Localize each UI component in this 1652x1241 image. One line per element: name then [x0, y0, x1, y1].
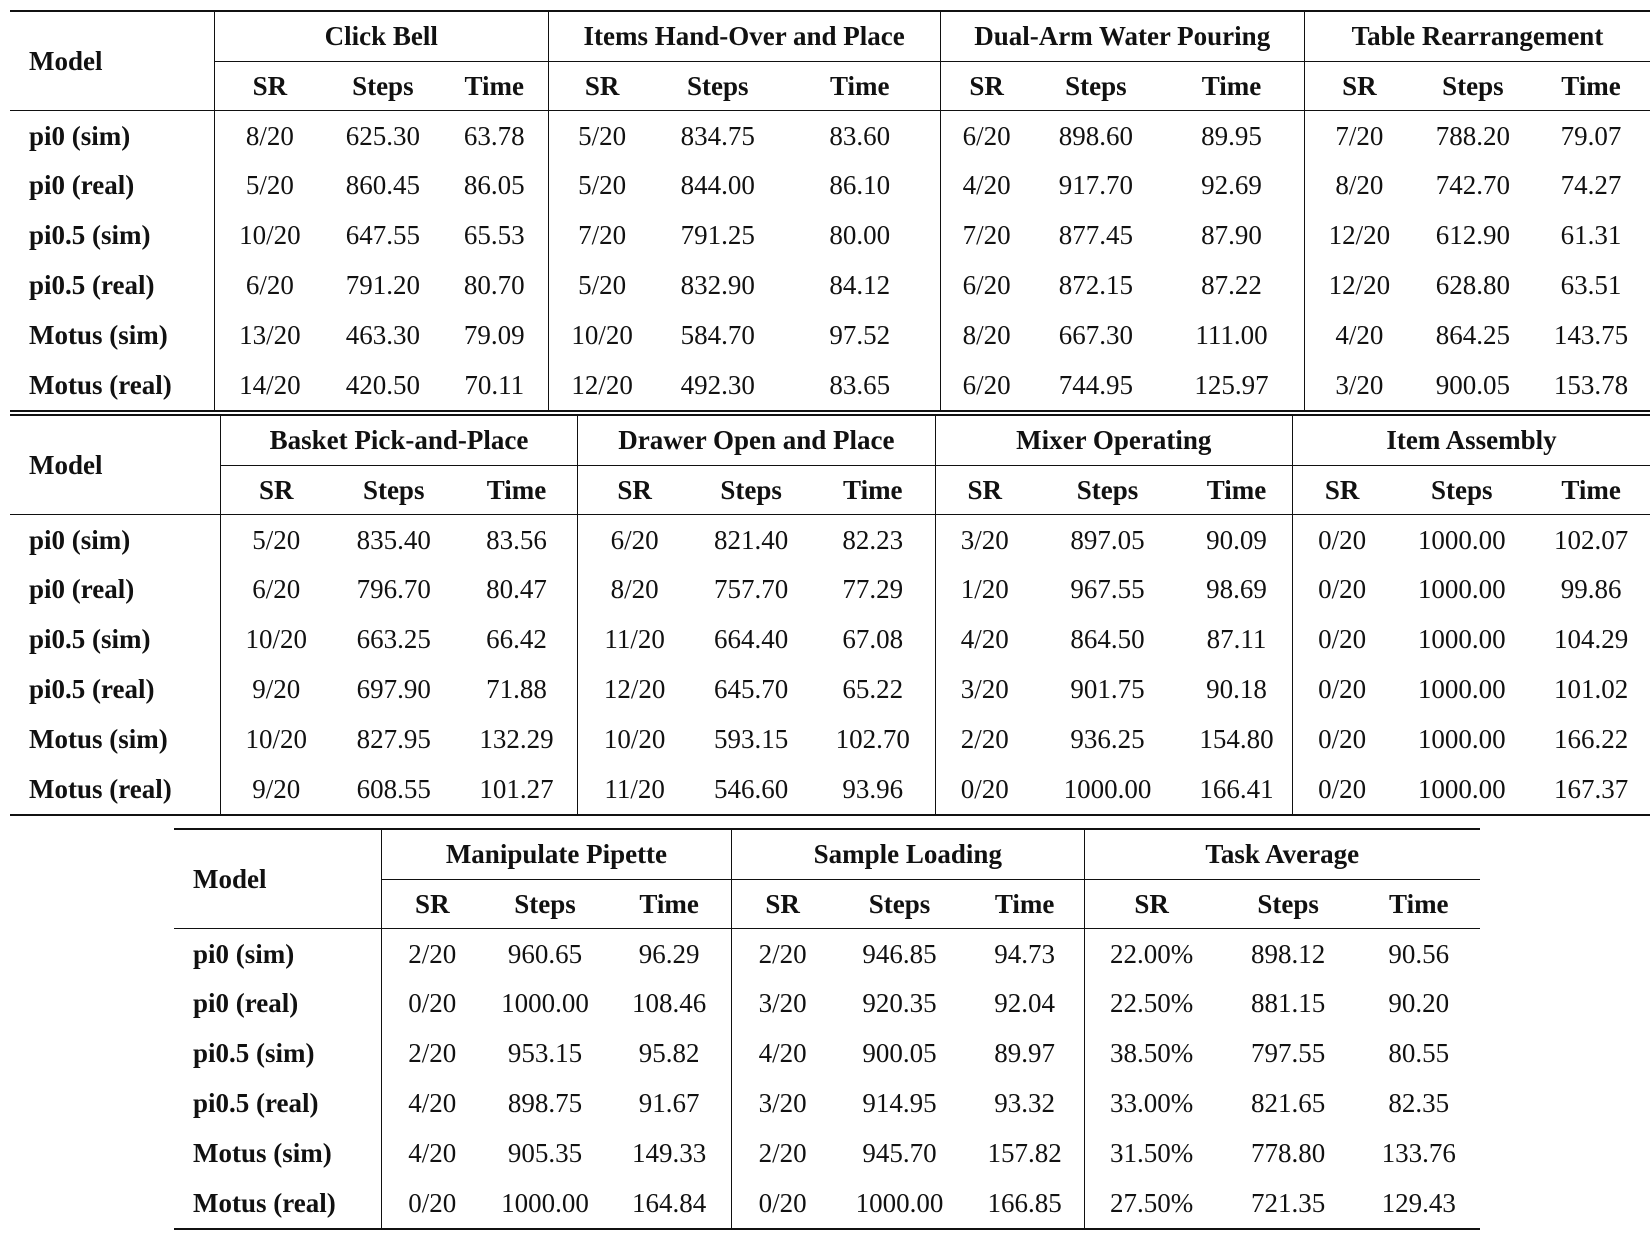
value-cell: 0/20	[1292, 615, 1391, 665]
value-cell: 129.43	[1358, 1179, 1480, 1229]
value-cell: 65.22	[842, 674, 904, 704]
value-cell: 87.11	[1206, 624, 1267, 654]
value-cell: 89.95	[1201, 121, 1262, 152]
value-cell: 98.69	[1206, 574, 1267, 604]
value-cell: 6/20	[940, 361, 1033, 411]
value-cell: 5/20	[548, 261, 655, 311]
value-cell: 9/20	[220, 665, 331, 715]
value-cell: 1000.00	[1417, 624, 1506, 654]
value-cell: 86.10	[829, 170, 891, 200]
metric-header: Time	[843, 474, 903, 505]
value-cell: 1000.00	[483, 1179, 607, 1229]
task-header-drawer-open: Drawer Open and Place	[578, 415, 935, 466]
value-cell: 3/20	[935, 665, 1034, 715]
metric-header: SR	[578, 466, 692, 515]
metric-header: Time	[486, 474, 547, 505]
table-row	[10, 111, 1650, 161]
value-cell: 166.85	[966, 1179, 1084, 1229]
table-row	[10, 311, 1650, 361]
metric-header: Time	[1389, 888, 1449, 919]
value-cell: 66.42	[486, 624, 547, 654]
metric-header: Time	[1561, 474, 1621, 505]
value-cell: 102.07	[1553, 525, 1629, 556]
value-cell: 1000.00	[501, 988, 589, 1018]
value-cell: 1000.00	[1034, 765, 1181, 815]
model-name-cell: pi0 (real)	[29, 170, 135, 200]
value-cell: 967.55	[1070, 574, 1145, 604]
value-cell: 5/20	[214, 161, 325, 211]
value-cell: 10/20	[578, 715, 692, 765]
metric-header: SR	[548, 62, 655, 111]
value-cell: 167.37	[1532, 765, 1650, 815]
value-cell: 788.20	[1435, 121, 1511, 152]
value-cell: 821.65	[1251, 1088, 1326, 1118]
metric-header: SR	[1084, 880, 1219, 929]
value-cell: 832.90	[680, 270, 755, 300]
value-cell: 10/20	[220, 715, 331, 765]
value-cell: 111.00	[1195, 320, 1268, 350]
value-cell: 82.35	[1388, 1088, 1450, 1118]
value-cell: 584.70	[680, 320, 755, 350]
value-cell: 4/20	[381, 1129, 483, 1179]
table-row	[10, 361, 1650, 411]
value-cell: 953.15	[507, 1038, 583, 1068]
model-name-cell: pi0 (sim)	[193, 939, 295, 970]
model-name-cell: Motus (real)	[10, 361, 214, 411]
value-cell: 166.22	[1553, 724, 1629, 754]
value-cell: 61.31	[1560, 220, 1622, 250]
value-cell: 7/20	[940, 211, 1033, 261]
results-table-3	[174, 828, 1480, 1230]
value-cell: 420.50	[325, 361, 441, 411]
value-cell: 80.47	[486, 574, 547, 604]
model-column-header: Model	[193, 863, 267, 894]
value-cell: 5/20	[220, 515, 331, 565]
value-cell: 96.29	[638, 939, 700, 970]
value-cell: 27.50%	[1084, 1179, 1219, 1229]
metric-header: Time	[1206, 474, 1267, 505]
value-cell: 83.60	[829, 121, 891, 152]
model-name-cell: pi0.5 (real)	[29, 674, 155, 704]
value-cell: 960.65	[507, 939, 583, 970]
value-cell: 914.95	[862, 1088, 937, 1118]
value-cell: 593.15	[713, 724, 789, 754]
model-name-cell: pi0 (real)	[193, 988, 299, 1018]
value-cell: 0/20	[1292, 565, 1391, 615]
value-cell: 5/20	[548, 161, 655, 211]
value-cell: 133.76	[1381, 1138, 1456, 1168]
value-cell: 900.05	[862, 1038, 937, 1068]
value-cell: 101.27	[456, 765, 578, 815]
metric-header: Steps	[362, 474, 425, 505]
value-cell: 77.29	[842, 574, 904, 604]
metric-header: Steps	[1065, 70, 1127, 101]
model-name-cell: pi0 (sim)	[29, 525, 131, 556]
value-cell: 0/20	[381, 979, 483, 1029]
metric-header: Time	[464, 70, 524, 101]
task-header-sample-loading: Sample Loading	[732, 829, 1084, 880]
value-cell: 0/20	[381, 1179, 483, 1229]
value-cell: 10/20	[220, 615, 331, 665]
value-cell: 22.00%	[1084, 929, 1219, 979]
value-cell: 645.70	[713, 674, 789, 704]
value-cell: 83.56	[486, 525, 547, 556]
value-cell: 90.09	[1206, 525, 1267, 556]
value-cell: 166.41	[1181, 765, 1292, 815]
table-row	[174, 929, 1480, 979]
metric-header: SR	[381, 880, 483, 929]
table-row	[10, 765, 1650, 815]
value-cell: 898.75	[507, 1088, 583, 1118]
value-cell: 94.73	[994, 939, 1056, 970]
metric-header: Steps	[686, 70, 749, 101]
task-header-task-average: Task Average	[1084, 829, 1480, 880]
value-cell: 797.55	[1251, 1038, 1326, 1068]
value-cell: 860.45	[345, 170, 420, 200]
value-cell: 86.05	[463, 170, 525, 200]
value-cell: 721.35	[1219, 1179, 1358, 1229]
value-cell: 70.11	[441, 361, 548, 411]
value-cell: 1000.00	[1417, 674, 1506, 704]
value-cell: 104.29	[1553, 624, 1629, 654]
value-cell: 1000.00	[1417, 724, 1506, 754]
value-cell: 0/20	[1292, 715, 1391, 765]
value-cell: 92.69	[1201, 170, 1262, 200]
value-cell: 1000.00	[1391, 765, 1532, 815]
table-row	[10, 211, 1650, 261]
model-name-cell: Motus (sim)	[193, 1138, 332, 1168]
value-cell: 91.67	[638, 1088, 700, 1118]
value-cell: 897.05	[1070, 525, 1145, 556]
table-row	[174, 1179, 1480, 1229]
value-cell: 546.60	[691, 765, 811, 815]
value-cell: 1/20	[935, 565, 1034, 615]
value-cell: 108.46	[632, 988, 707, 1018]
value-cell: 80.55	[1388, 1038, 1450, 1068]
value-cell: 80.00	[829, 220, 891, 250]
value-cell: 492.30	[656, 361, 780, 411]
value-cell: 4/20	[732, 1029, 834, 1079]
value-cell: 6/20	[220, 565, 331, 615]
metric-header: Time	[1201, 70, 1262, 101]
model-name-cell: pi0.5 (real)	[193, 1088, 319, 1118]
value-cell: 667.30	[1058, 320, 1133, 350]
metric-header: SR	[732, 880, 834, 929]
value-cell: 898.60	[1058, 121, 1133, 152]
value-cell: 2/20	[381, 1029, 483, 1079]
metric-header: Time	[829, 70, 890, 101]
value-cell: 917.70	[1058, 170, 1133, 200]
value-cell: 1000.00	[833, 1179, 966, 1229]
task-header-mixer-operating: Mixer Operating	[935, 415, 1292, 466]
value-cell: 821.40	[713, 525, 789, 556]
metric-header: SR	[1292, 466, 1391, 515]
value-cell: 791.25	[680, 220, 755, 250]
model-name-cell: Motus (real)	[174, 1179, 381, 1229]
metric-header: Steps	[868, 888, 931, 919]
value-cell: 13/20	[214, 311, 325, 361]
task-header-items-hand-over: Items Hand-Over and Place	[548, 11, 940, 62]
metric-header: Steps	[1442, 70, 1504, 101]
value-cell: 157.82	[987, 1138, 1062, 1168]
value-cell: 0/20	[732, 1179, 834, 1229]
metric-header: Steps	[514, 888, 576, 919]
value-cell: 742.70	[1435, 170, 1511, 200]
value-cell: 625.30	[345, 121, 420, 152]
model-name-cell: pi0.5 (sim)	[29, 624, 151, 654]
metric-header: Steps	[720, 474, 782, 505]
value-cell: 10/20	[548, 311, 655, 361]
value-cell: 0/20	[1292, 665, 1391, 715]
value-cell: 835.40	[356, 525, 431, 556]
value-cell: 4/20	[935, 615, 1034, 665]
model-name-cell: pi0 (real)	[29, 574, 135, 604]
value-cell: 7/20	[1304, 111, 1414, 161]
value-cell: 71.88	[486, 674, 547, 704]
metric-header: Steps	[1257, 888, 1319, 919]
value-cell: 936.25	[1070, 724, 1145, 754]
value-cell: 11/20	[578, 765, 692, 815]
value-cell: 2/20	[381, 929, 483, 979]
value-cell: 6/20	[214, 261, 325, 311]
value-cell: 14/20	[214, 361, 325, 411]
value-cell: 608.55	[332, 765, 456, 815]
task-header-click-bell: Click Bell	[214, 11, 548, 62]
value-cell: 3/20	[732, 979, 834, 1029]
value-cell: 12/20	[1304, 261, 1414, 311]
value-cell: 11/20	[578, 615, 692, 665]
value-cell: 164.84	[607, 1179, 731, 1229]
value-cell: 87.90	[1201, 220, 1262, 250]
value-cell: 0/20	[935, 765, 1034, 815]
table-row	[174, 1129, 1480, 1179]
value-cell: 89.97	[994, 1038, 1056, 1068]
value-cell: 83.65	[780, 361, 940, 411]
value-cell: 664.40	[713, 624, 789, 654]
value-cell: 3/20	[1304, 361, 1414, 411]
value-cell: 12/20	[548, 361, 655, 411]
value-cell: 5/20	[548, 111, 655, 161]
metric-header: SR	[1304, 62, 1414, 111]
value-cell: 1000.00	[1417, 525, 1506, 556]
value-cell: 8/20	[1304, 161, 1414, 211]
value-cell: 65.53	[463, 220, 525, 250]
value-cell: 864.50	[1070, 624, 1145, 654]
value-cell: 4/20	[1304, 311, 1414, 361]
value-cell: 796.70	[356, 574, 431, 604]
value-cell: 125.97	[1159, 361, 1304, 411]
metric-header: SR	[940, 62, 1033, 111]
results-table-2	[10, 414, 1650, 816]
value-cell: 7/20	[548, 211, 655, 261]
value-cell: 920.35	[862, 988, 937, 1018]
value-cell: 38.50%	[1084, 1029, 1219, 1079]
value-cell: 12/20	[578, 665, 692, 715]
table-row	[10, 515, 1650, 565]
value-cell: 864.25	[1435, 320, 1511, 350]
value-cell: 90.20	[1388, 988, 1450, 1018]
value-cell: 93.96	[811, 765, 935, 815]
value-cell: 4/20	[940, 161, 1033, 211]
table-row	[10, 261, 1650, 311]
value-cell: 8/20	[940, 311, 1033, 361]
task-header-water-pouring: Dual-Arm Water Pouring	[940, 11, 1304, 62]
value-cell: 2/20	[732, 1129, 834, 1179]
table-row	[10, 665, 1650, 715]
value-cell: 901.75	[1070, 674, 1145, 704]
value-cell: 31.50%	[1084, 1129, 1219, 1179]
table-row	[10, 565, 1650, 615]
value-cell: 87.22	[1201, 270, 1262, 300]
value-cell: 6/20	[940, 111, 1033, 161]
value-cell: 778.80	[1251, 1138, 1326, 1168]
value-cell: 0/20	[1292, 765, 1391, 815]
value-cell: 463.30	[345, 320, 420, 350]
value-cell: 612.90	[1435, 220, 1511, 250]
value-cell: 757.70	[713, 574, 789, 604]
value-cell: 905.35	[507, 1138, 583, 1168]
value-cell: 628.80	[1435, 270, 1511, 300]
value-cell: 154.80	[1199, 724, 1274, 754]
table-row	[174, 1029, 1480, 1079]
metric-header: Time	[639, 888, 699, 919]
value-cell: 79.09	[463, 320, 525, 350]
value-cell: 827.95	[356, 724, 431, 754]
value-cell: 90.56	[1388, 939, 1450, 970]
metric-header: Steps	[1430, 474, 1493, 505]
task-header-manipulate-pipette: Manipulate Pipette	[381, 829, 731, 880]
value-cell: 3/20	[732, 1079, 834, 1129]
value-cell: 92.04	[994, 988, 1056, 1018]
value-cell: 4/20	[381, 1079, 483, 1129]
task-header-table-rearrangement: Table Rearrangement	[1304, 11, 1650, 62]
model-name-cell: pi0 (sim)	[29, 121, 131, 152]
value-cell: 697.90	[356, 674, 431, 704]
metric-header: SR	[220, 466, 331, 515]
value-cell: 898.12	[1251, 939, 1326, 970]
model-name-cell: pi0.5 (sim)	[193, 1038, 315, 1068]
value-cell: 97.52	[829, 320, 891, 350]
model-column-header: Model	[29, 449, 103, 480]
value-cell: 143.75	[1553, 320, 1629, 350]
value-cell: 872.15	[1058, 270, 1133, 300]
value-cell: 946.85	[862, 939, 937, 970]
value-cell: 84.12	[829, 270, 891, 300]
value-cell: 33.00%	[1084, 1079, 1219, 1129]
table-row	[10, 615, 1650, 665]
task-header-item-assembly: Item Assembly	[1292, 415, 1650, 466]
value-cell: 63.78	[463, 121, 525, 152]
metric-header: SR	[935, 466, 1034, 515]
metric-header: Steps	[1076, 474, 1139, 505]
table-row	[10, 715, 1650, 765]
value-cell: 12/20	[1304, 211, 1414, 261]
value-cell: 945.70	[862, 1138, 937, 1168]
value-cell: 663.25	[356, 624, 431, 654]
table-row	[174, 979, 1480, 1029]
value-cell: 101.02	[1553, 674, 1629, 704]
value-cell: 74.27	[1560, 170, 1622, 200]
value-cell: 63.51	[1560, 270, 1622, 300]
table-row	[174, 1079, 1480, 1129]
metric-header: Time	[994, 888, 1055, 919]
model-name-cell: pi0.5 (real)	[29, 270, 155, 300]
table-row	[10, 161, 1650, 211]
model-column-header: Model	[29, 45, 103, 76]
value-cell: 10/20	[214, 211, 325, 261]
task-header-basket-pick-and-place: Basket Pick-and-Place	[220, 415, 577, 466]
value-cell: 132.29	[479, 724, 554, 754]
value-cell: 80.70	[463, 270, 525, 300]
value-cell: 79.07	[1560, 121, 1622, 152]
value-cell: 2/20	[732, 929, 834, 979]
value-cell: 1000.00	[1417, 574, 1506, 604]
value-cell: 6/20	[578, 515, 692, 565]
value-cell: 2/20	[935, 715, 1034, 765]
model-name-cell: Motus (sim)	[29, 724, 168, 754]
value-cell: 744.95	[1033, 361, 1159, 411]
metric-header: Steps	[352, 70, 414, 101]
value-cell: 8/20	[214, 111, 325, 161]
value-cell: 153.78	[1532, 361, 1650, 411]
value-cell: 99.86	[1560, 574, 1622, 604]
value-cell: 647.55	[345, 220, 420, 250]
value-cell: 90.18	[1206, 674, 1267, 704]
value-cell: 6/20	[940, 261, 1033, 311]
value-cell: 95.82	[638, 1038, 700, 1068]
value-cell: 22.50%	[1084, 979, 1219, 1029]
model-name-cell: pi0.5 (sim)	[29, 220, 151, 250]
value-cell: 67.08	[842, 624, 904, 654]
value-cell: 9/20	[220, 765, 331, 815]
value-cell: 834.75	[680, 121, 755, 152]
model-name-cell: Motus (real)	[10, 765, 220, 815]
model-name-cell: Motus (sim)	[29, 320, 168, 350]
value-cell: 82.23	[842, 525, 904, 556]
value-cell: 900.05	[1414, 361, 1532, 411]
value-cell: 93.32	[994, 1088, 1056, 1118]
results-table-1	[10, 10, 1650, 412]
value-cell: 881.15	[1251, 988, 1326, 1018]
value-cell: 791.20	[345, 270, 420, 300]
value-cell: 0/20	[1292, 515, 1391, 565]
value-cell: 3/20	[935, 515, 1034, 565]
metric-header: Time	[1561, 70, 1621, 101]
value-cell: 149.33	[632, 1138, 707, 1168]
value-cell: 102.70	[835, 724, 910, 754]
value-cell: 8/20	[578, 565, 692, 615]
value-cell: 844.00	[680, 170, 755, 200]
metric-header: SR	[214, 62, 325, 111]
value-cell: 877.45	[1058, 220, 1133, 250]
